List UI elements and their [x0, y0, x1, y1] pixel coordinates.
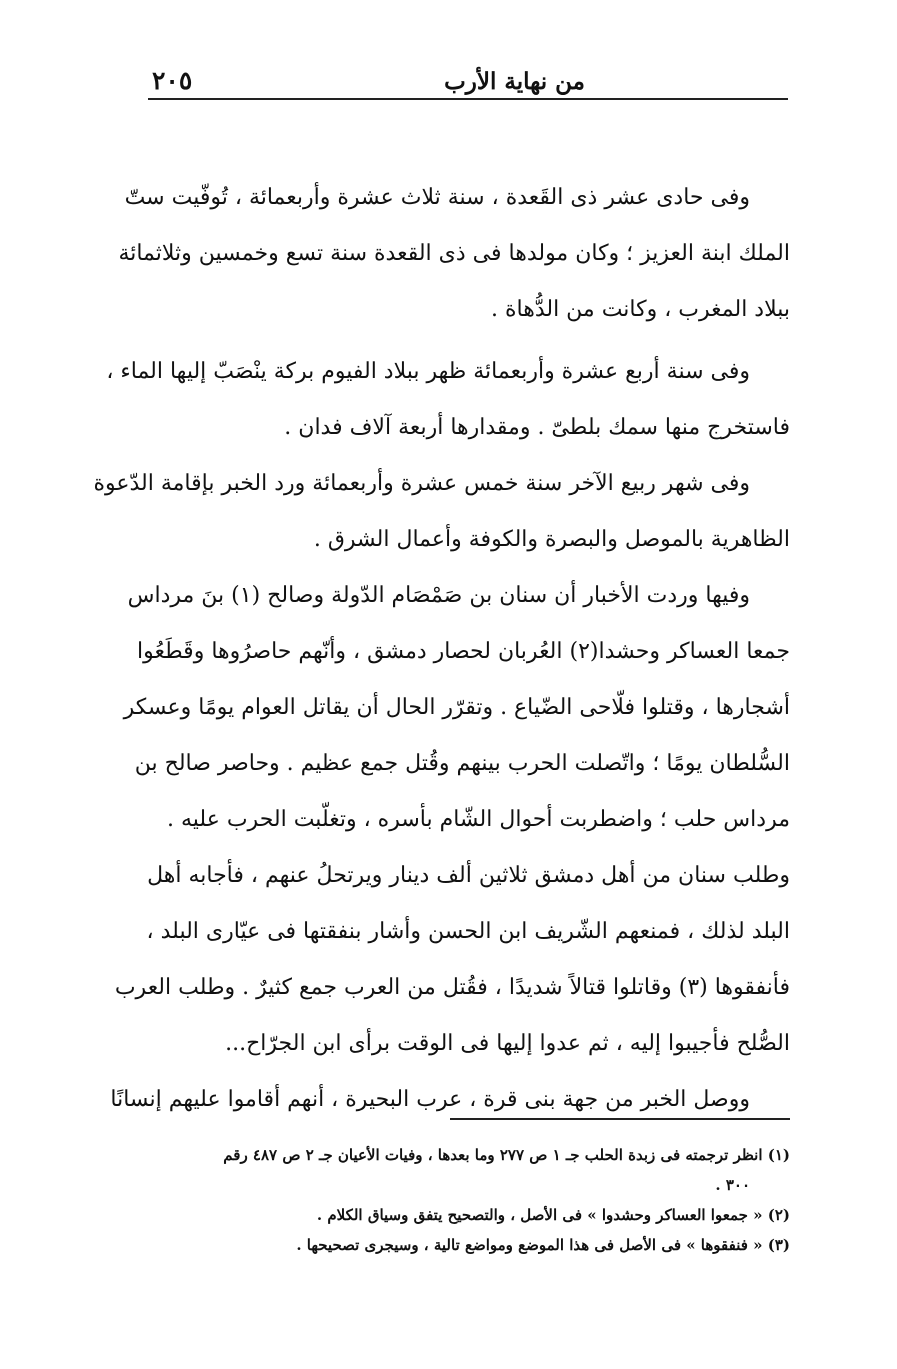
- page-number: ٢٠٥: [152, 66, 193, 95]
- text-line: جمعا العساكر وحشدا(٢) العُربان لحصار دمشق ، وأنّهم حاصرُوها وقَطَعُوا: [137, 639, 790, 664]
- text-line: الصُّلح فأجيبوا إليه ، ثم عدوا إليها فى الوقت برأى ابن الجرّاح...: [225, 1031, 790, 1056]
- text-line: وفيها وردت الأخبار أن سنان بن صَمْصَام الدّولة وصالح (١) بنَ مرداس: [127, 583, 750, 608]
- header-rule: [148, 98, 788, 100]
- footnote-1: (١) انظر ترجمته فى زبدة الحلب جـ ١ ص ٢٧٧ وما بعدها ، وفيات الأعيان جـ ٢ ص ٤٨٧ رقم: [223, 1146, 790, 1164]
- text-line: فأنفقوها (٣) وقاتلوا قتالاً شديدًا ، فقُتل من العرب جمع كثيرٌ . وطلب العرب: [114, 975, 790, 1000]
- text-line: الظاهرية بالموصل والبصرة والكوفة وأعمال الشرق .: [313, 527, 790, 552]
- running-title: من نهاية الأرب: [444, 68, 585, 95]
- footnote-3: (٣) « فنفقوها » فى الأصل فى هذا الموضع ومواضع تالية ، وسيجرى تصحيحها .: [296, 1236, 790, 1254]
- text-line: السُّلطان يومًا ؛ واتّصلت الحرب بينهم وقُتل جمع عظيم . وحاصر صالح بن: [134, 751, 790, 776]
- text-line: الملك ابنة العزيز ؛ وكان مولدها فى ذى القعدة سنة تسع وخمسين وثلاثمائة: [118, 241, 790, 266]
- text-line: وفى سنة أربع عشرة وأربعمائة ظهر ببلاد الفيوم بركة ينْصَبّ إليها الماء ،: [106, 359, 750, 384]
- text-line: ووصل الخبر من جهة بنى قرة ، عرب البحيرة ، أنهم أقاموا عليهم إنسانًا: [110, 1087, 750, 1112]
- text-line: مرداس حلب ؛ واضطربت أحوال الشّام بأسره ، وتغلّبت الحرب عليه .: [167, 807, 790, 832]
- footnote-1-continuation: ٣٠٠ .: [715, 1176, 750, 1194]
- footnote-2: (٢) « جمعوا العساكر وحشدوا » فى الأصل ، والتصحيح يتفق وسياق الكلام .: [316, 1206, 790, 1224]
- body-text: [93, 170, 790, 1128]
- text-line: ببلاد المغرب ، وكانت من الدُّهاة .: [491, 297, 790, 322]
- text-line: أشجارها ، وقتلوا فلّاحى الضّياع . وتقرّر الحال أن يقاتل العوام يومًا وعسكر: [123, 695, 790, 720]
- text-line: فاستخرج منها سمك بلطىّ . ومقدارها أربعة آلاف فدان .: [284, 415, 790, 440]
- text-line: وطلب سنان من أهل دمشق ثلاثين ألف دينار ويرتحلُ عنهم ، فأجابه أهل: [147, 863, 790, 888]
- page-header: [150, 62, 790, 102]
- footnote-rule: [450, 1118, 790, 1120]
- text-line: البلد لذلك ، فمنعهم الشّريف ابن الحسن وأشار بنفقتها فى عيّارى البلد ،: [146, 919, 790, 944]
- text-line: وفى حادى عشر ذى القَعدة ، سنة ثلاث عشرة وأربعمائة ، تُوفّيت ستّ: [124, 185, 750, 210]
- text-line: وفى شهر ربيع الآخر سنة خمس عشرة وأربعمائة ورد الخبر بإقامة الدّعوة: [93, 471, 750, 496]
- footnotes: [140, 1140, 790, 1260]
